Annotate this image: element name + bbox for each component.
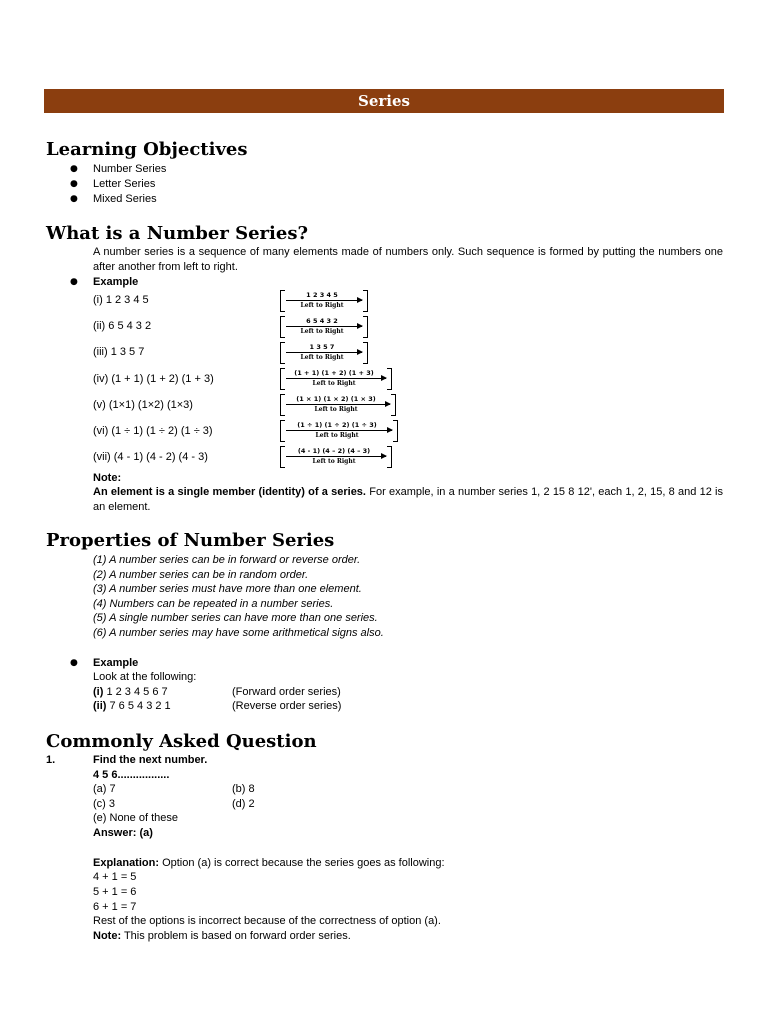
properties-heading: Properties of Number Series (46, 530, 335, 551)
property-item: (5) A single number series can have more than one series. (93, 612, 378, 624)
look-at-text: Look at the following: (93, 671, 197, 683)
series-description: (Forward order series) (232, 686, 341, 698)
right-arrow-icon (286, 430, 392, 431)
property-item: (6) A number series may have some arithmetical signs also. (93, 627, 384, 639)
list-item: Letter Series (93, 178, 156, 190)
example-box (280, 446, 392, 468)
example-box (280, 316, 368, 338)
learning-objectives-heading: Learning Objectives (46, 139, 248, 160)
example-text: (iv) (1 + 1) (1 + 2) (1 + 3) (93, 373, 214, 385)
option-d: (d) 2 (232, 798, 255, 810)
example-text: (vi) (1 ÷ 1) (1 ÷ 2) (1 ÷ 3) (93, 425, 213, 437)
property-item: (1) A number series can be in forward or reverse order. (93, 554, 361, 566)
box-caption: Left to Right (312, 458, 356, 465)
example-text: (i) 1 2 3 4 5 (93, 294, 149, 306)
box-caption: Left to Right (314, 406, 358, 413)
step-line: 6 + 1 = 7 (93, 901, 137, 913)
answer: Answer: (a) (93, 827, 153, 839)
bullet-dot: ● (70, 277, 78, 287)
list-item: Number Series (93, 163, 167, 175)
example-label: Example (93, 276, 139, 288)
right-arrow-icon (286, 352, 362, 353)
what-is-number-series-heading: What is a Number Series? (46, 223, 308, 244)
box-caption: Left to Right (312, 380, 356, 387)
final-note: Note: This problem is based on forward order series. (93, 930, 351, 942)
example-label: Example (93, 657, 139, 669)
example-text: (iii) 1 3 5 7 (93, 346, 145, 358)
step-line: 5 + 1 = 6 (93, 886, 137, 898)
series-banner: Series (44, 89, 724, 113)
property-item: (3) A number series must have more than one element. (93, 583, 362, 595)
box-series: (1 + 1) (1 + 2) (1 + 3) (294, 369, 374, 377)
definition-paragraph: A number series is a sequence of many elements made of numbers only. Such sequence is formed by putting the numbers one after another from left to right. (93, 246, 723, 273)
series-row: (ii) 7 6 5 4 3 2 1 (93, 700, 171, 712)
bullet-dot: ● (70, 164, 78, 174)
question-prompt: Find the next number. (93, 754, 208, 766)
box-series: (4 - 1) (4 – 2) (4 – 3) (297, 447, 371, 455)
bullet-dot: ● (70, 179, 78, 189)
right-arrow-icon (286, 378, 386, 379)
box-caption: Left to Right (300, 354, 344, 361)
commonly-asked-heading: Commonly Asked Question (46, 731, 317, 752)
property-item: (2) A number series can be in random order. (93, 569, 309, 581)
explanation: Explanation: Option (a) is correct because the series goes as following: (93, 857, 445, 869)
example-box (280, 368, 392, 390)
option-b: (b) 8 (232, 783, 255, 795)
example-text: (v) (1×1) (1×2) (1×3) (93, 399, 193, 411)
right-arrow-icon (286, 326, 362, 327)
note-paragraph: An element is a single member (identity) of a series. For example, in a number series 1, 2 15 8 12', each 1, 2, 15, 8 and 12 is an element. (93, 486, 724, 513)
right-arrow-icon (286, 404, 390, 405)
box-series: 6 5 4 3 2 (306, 317, 338, 325)
question-sequence: 4 5 6................. (93, 769, 170, 781)
box-series: 1 3 5 7 (309, 343, 335, 351)
example-box (280, 342, 368, 364)
list-item: Mixed Series (93, 193, 157, 205)
example-box (280, 394, 396, 416)
box-caption: Left to Right (315, 432, 359, 439)
box-caption: Left to Right (300, 302, 344, 309)
example-box (280, 420, 398, 442)
option-a: (a) 7 (93, 783, 116, 795)
box-series: (1 × 1) (1 × 2) (1 × 3) (296, 395, 376, 403)
example-text: (vii) (4 - 1) (4 - 2) (4 - 3) (93, 451, 208, 463)
question-number: 1. (46, 754, 56, 766)
box-series: 1 2 3 4 5 (306, 291, 338, 299)
option-e: (e) None of these (93, 812, 178, 824)
option-c: (c) 3 (93, 798, 115, 810)
note-label: Note: (93, 472, 122, 484)
step-line: 4 + 1 = 5 (93, 871, 137, 883)
series-description: (Reverse order series) (232, 700, 342, 712)
example-text: (ii) 6 5 4 3 2 (93, 320, 152, 332)
box-caption: Left to Right (300, 328, 344, 335)
right-arrow-icon (286, 456, 386, 457)
right-arrow-icon (286, 300, 362, 301)
series-row: (i) 1 2 3 4 5 6 7 (93, 686, 168, 698)
property-item: (4) Numbers can be repeated in a number series. (93, 598, 334, 610)
box-series: (1 ÷ 1) (1 ÷ 2) (1 ÷ 3) (297, 421, 377, 429)
rest-text: Rest of the options is incorrect because of the correctness of option (a). (93, 915, 441, 927)
bullet-dot: ● (70, 194, 78, 204)
bullet-dot: ● (70, 658, 78, 668)
example-box (280, 290, 368, 312)
